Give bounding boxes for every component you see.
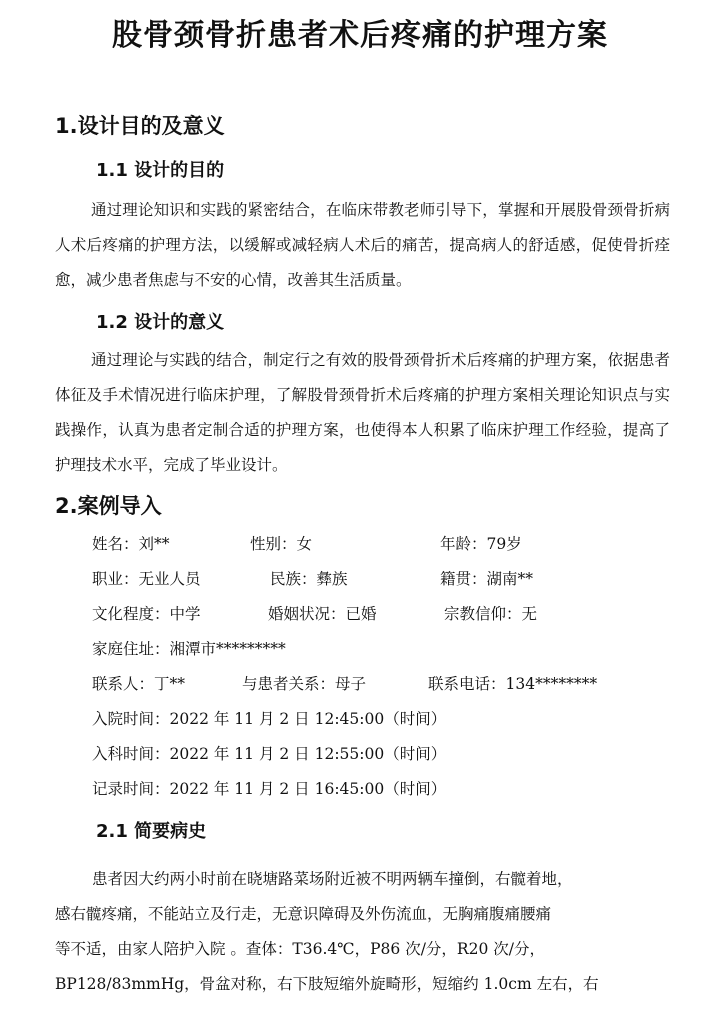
document-title: 股骨颈骨折患者术后疼痛的护理方案 xyxy=(112,18,608,53)
patient-age: 年龄：79岁 xyxy=(440,535,522,553)
history-line: 感右髋疼痛，不能站立及行走，无意识障碍及外伤流血，无胸痛腹痛腰痛 xyxy=(55,905,552,923)
patient-religion: 宗教信仰：无 xyxy=(444,605,538,623)
section-1-1-paragraph: 通过理论知识和实践的紧密结合，在临床带教老师引导下，掌握和开展股骨颈骨折病人术后疼痛的护理方法，以缓解或减轻病人术后的痛苦，提高病人的舒适感，促使骨折痊愈，减少患者焦虑与不安的心情，改善其生活质量。 xyxy=(55,201,670,289)
patient-gender: 性别：女 xyxy=(250,535,313,553)
section-1-1-heading: 1.1 设计的目的 xyxy=(96,160,225,181)
patient-address: 家庭住址：湘潭市********* xyxy=(92,640,286,658)
department-time: 入科时间：2022 年 11 月 2 日 12:55:00（时间） xyxy=(92,745,447,763)
section-1-2-heading: 1.2 设计的意义 xyxy=(96,312,225,333)
section-2-heading: 2.案例导入 xyxy=(55,494,162,518)
contact-person: 联系人：丁** xyxy=(92,675,186,693)
patient-name: 姓名：刘** xyxy=(92,535,170,553)
patient-occupation: 职业：无业人员 xyxy=(92,570,201,588)
record-time: 记录时间：2022 年 11 月 2 日 16:45:00（时间） xyxy=(92,780,447,798)
section-2-1-heading: 2.1 简要病史 xyxy=(96,821,207,842)
history-line: 等不适，由家人陪护入院 。查体：T36.4℃，P86 次/分，R20 次/分， xyxy=(55,940,545,958)
history-line: 患者因大约两小时前在晓塘路菜场附近被不明两辆车撞倒，右髋着地， xyxy=(92,870,573,888)
admission-time: 入院时间：2022 年 11 月 2 日 12:45:00（时间） xyxy=(92,710,447,728)
patient-ethnicity: 民族：彝族 xyxy=(270,570,348,588)
history-line: BP128/83mmHg，骨盆对称，右下肢短缩外旋畸形，短缩约 1.0cm 左右，右 xyxy=(55,975,599,993)
contact-relation: 与患者关系：母子 xyxy=(242,675,367,693)
patient-marital: 婚姻状况：已婚 xyxy=(268,605,377,623)
patient-origin: 籍贯：湖南** xyxy=(440,570,534,588)
section-1-heading: 1.设计目的及意义 xyxy=(55,114,225,138)
contact-phone: 联系电话：134******** xyxy=(428,675,598,693)
patient-education: 文化程度：中学 xyxy=(92,605,201,623)
section-1-2-paragraph: 通过理论与实践的结合，制定行之有效的股骨颈骨折术后疼痛的护理方案，依据患者体征及手术情况进行临床护理，了解股骨颈骨折术后疼痛的护理方案相关理论知识点与实践操作，认真为患者定制合适的护理方案，也使得本人积累了临床护理工作经验，提高了护理技术水平，完成了毕业设计。 xyxy=(55,351,670,474)
